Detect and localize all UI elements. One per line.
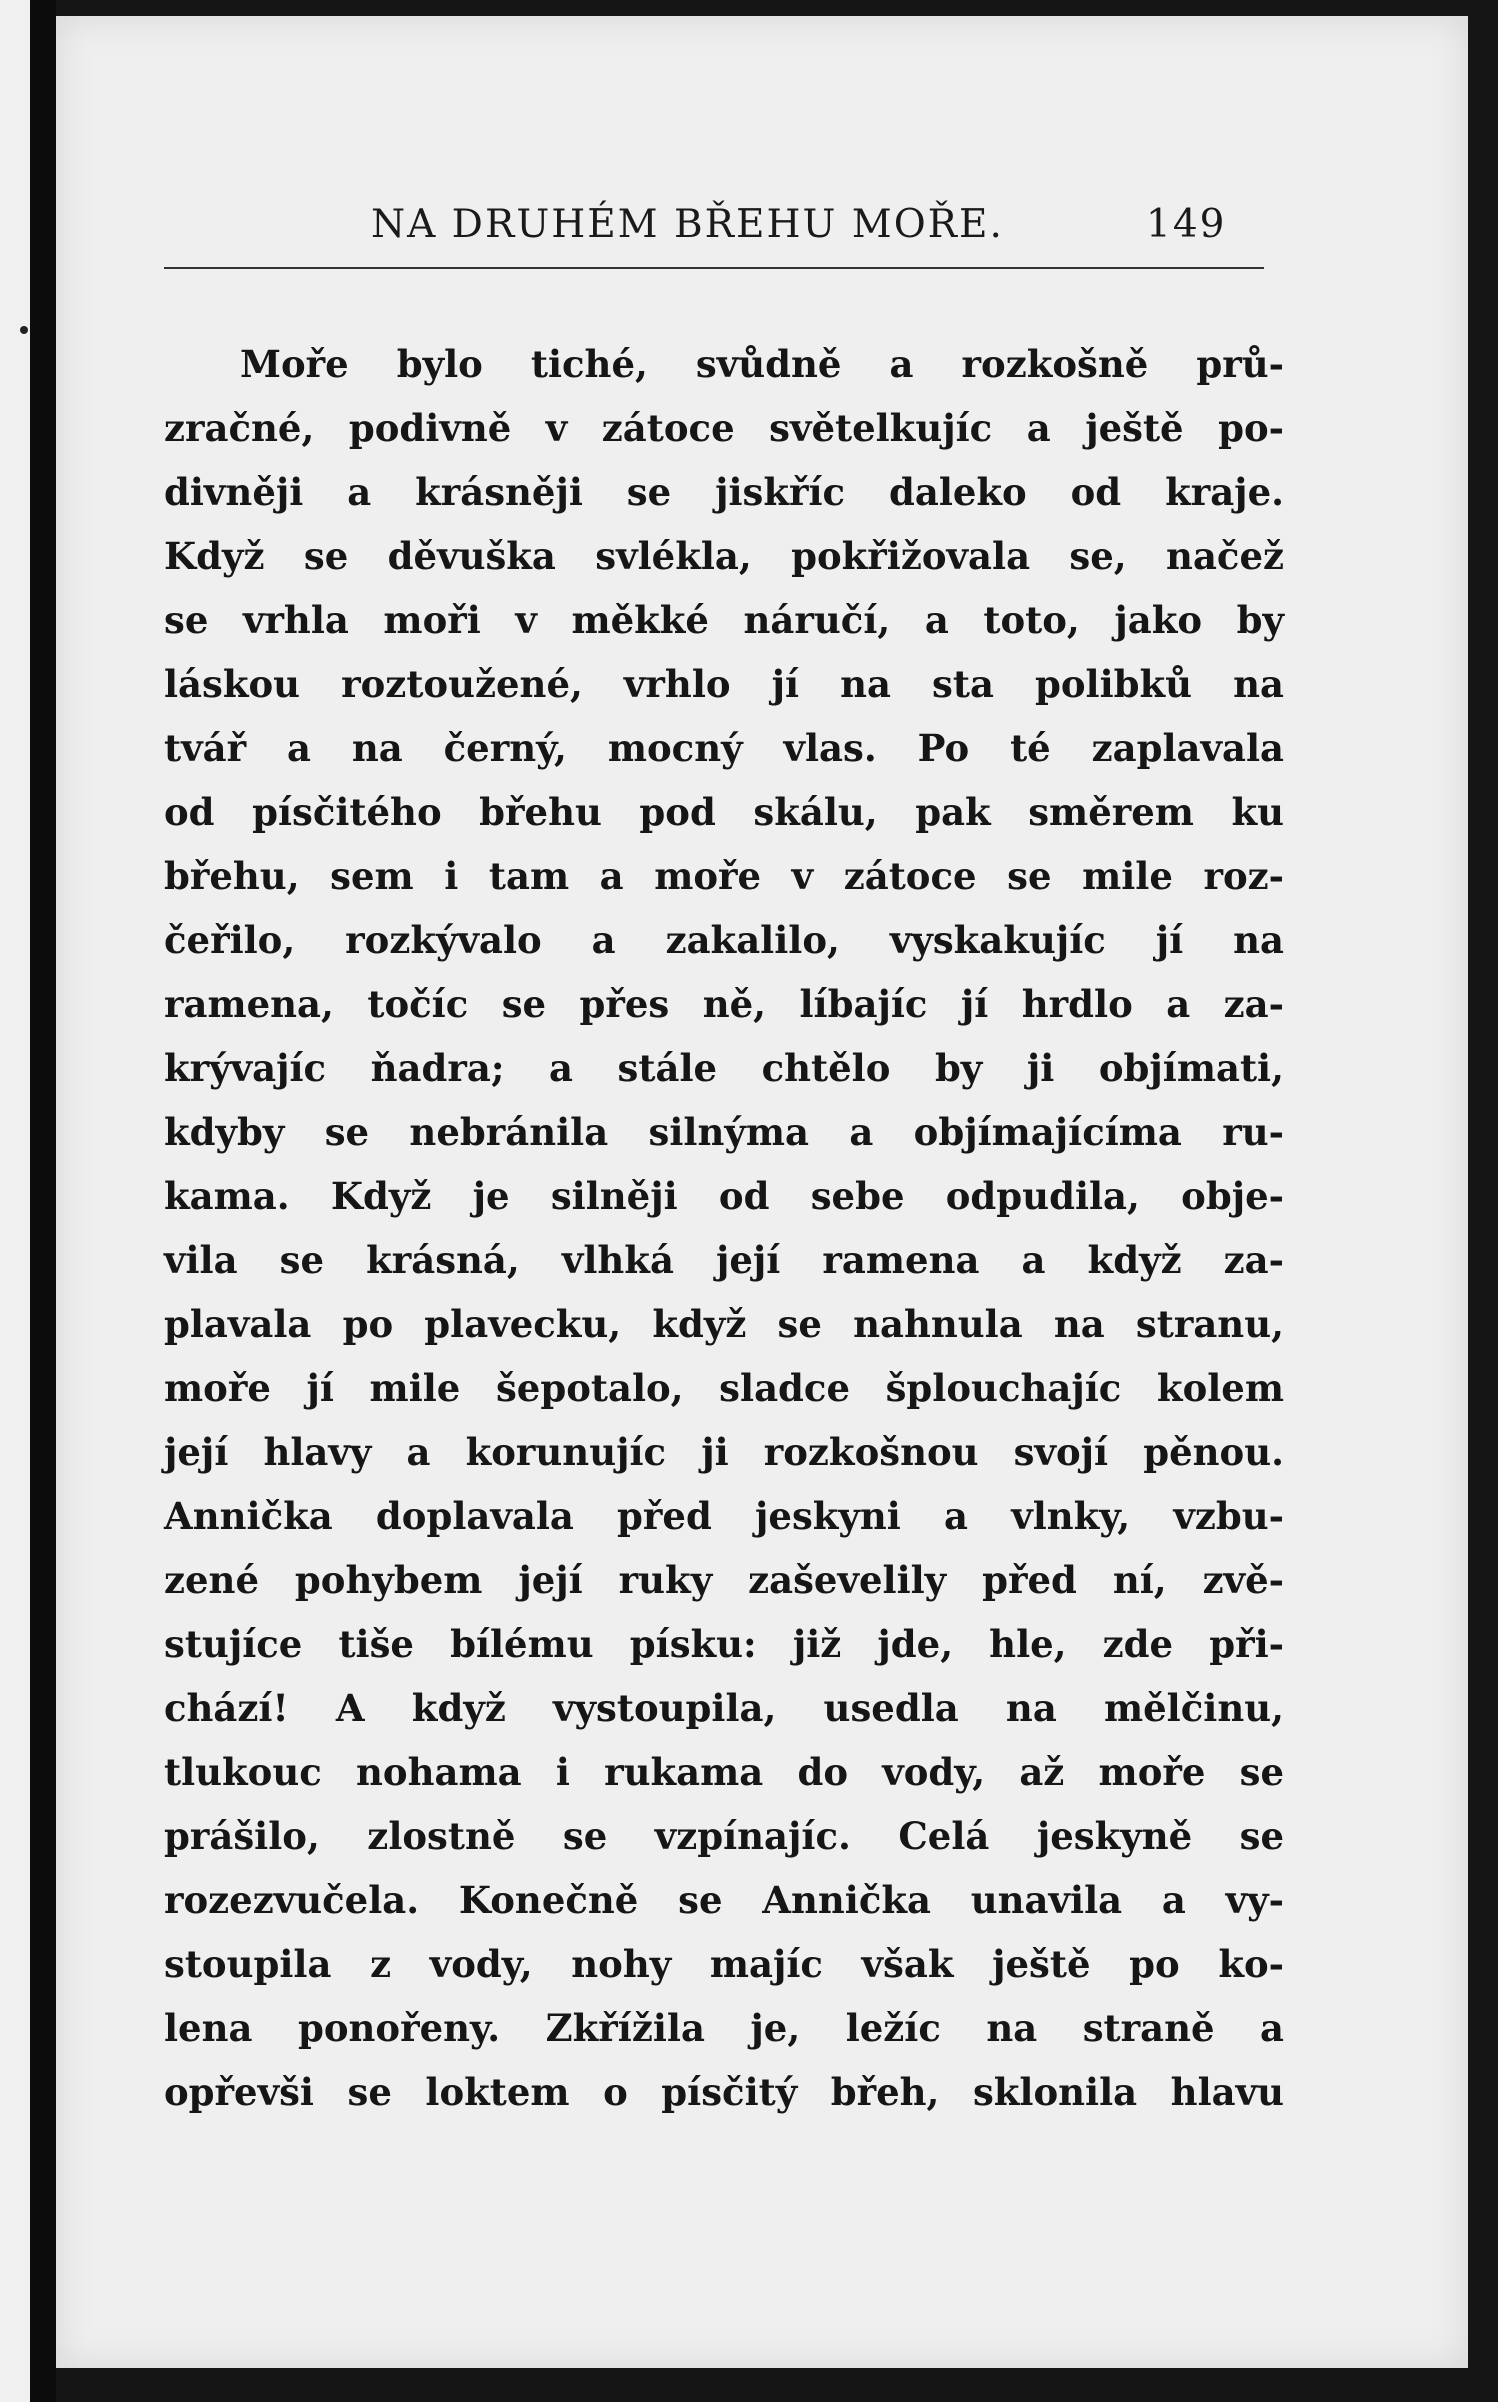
text-line: lena ponořeny. Zkřížila je, ležíc na straně a [164,2006,1284,2050]
text-line: tlukouc nohama i rukama do vody, až moře se [164,1750,1284,1794]
header-rule [164,267,1264,269]
text-line: rozezvučela. Konečně se Annička unavila a vy- [164,1878,1284,1922]
text-line: krývajíc ňadra; a stále chtělo by ji objímati, [164,1046,1284,1090]
text-line: stoupila z vody, nohy majíc však ještě po ko- [164,1942,1284,1986]
text-line: tvář a na černý, mocný vlas. Po té zaplavala [164,726,1284,770]
text-line: moře jí mile šepotalo, sladce šplouchajíc kolem [164,1366,1284,1410]
running-title: NA DRUHÉM BŘEHU MOŘE. [371,202,1004,247]
text-line: stujíce tiše bílému písku: již jde, hle, zde při- [164,1622,1284,1666]
text-line: čeřilo, rozkývalo a zakalilo, vyskakujíc jí na [164,918,1284,962]
text-line: kama. Když je silněji od sebe odpudila, obje- [164,1174,1284,1218]
text-line: od písčitého břehu pod skálu, pak směrem ku [164,790,1284,834]
text-line: zračné, podivně v zátoce světelkujíc a ještě po- [164,406,1284,450]
text-line: plavala po plavecku, když se nahnula na stranu, [164,1302,1284,1346]
text-line: prášilo, zlostně se vzpínajíc. Celá jeskyně se [164,1814,1284,1858]
text-line: kdyby se nebránila silnýma a objímajícíma ru- [164,1110,1284,1154]
scan-edge-strip [0,0,30,2402]
text-line: břehu, sem i tam a moře v zátoce se mile roz- [164,854,1284,898]
text-line: láskou roztoužené, vrhlo jí na sta polibků na [164,662,1284,706]
book-page [56,16,1468,2368]
page-number: 149 [1146,202,1227,247]
text-line: její hlavy a korunujíc ji rozkošnou svojí pěnou. [164,1430,1284,1474]
text-line: vila se krásná, vlhká její ramena a když za- [164,1238,1284,1282]
text-line: chází! A když vystoupila, usedla na mělčinu, [164,1686,1284,1730]
text-line: ramena, točíc se přes ně, líbajíc jí hrdlo a za- [164,982,1284,1026]
text-line: Annička doplavala před jeskyni a vlnky, vzbu- [164,1494,1284,1538]
book-gutter [30,0,56,2402]
text-line: Když se děvuška svlékla, pokřižovala se, načež [164,534,1284,578]
scan-speck [20,326,28,334]
text-line: divněji a krásněji se jiskříc daleko od kraje. [164,470,1284,514]
text-line: Moře bylo tiché, svůdně a rozkošně prů- [240,342,1284,386]
text-line: se vrhla moři v měkké náručí, a toto, jako by [164,598,1284,642]
text-line: opřevši se loktem o písčitý břeh, sklonila hlavu [164,2070,1284,2114]
text-line: zené pohybem její ruky zaševelily před ní, zvě- [164,1558,1284,1602]
